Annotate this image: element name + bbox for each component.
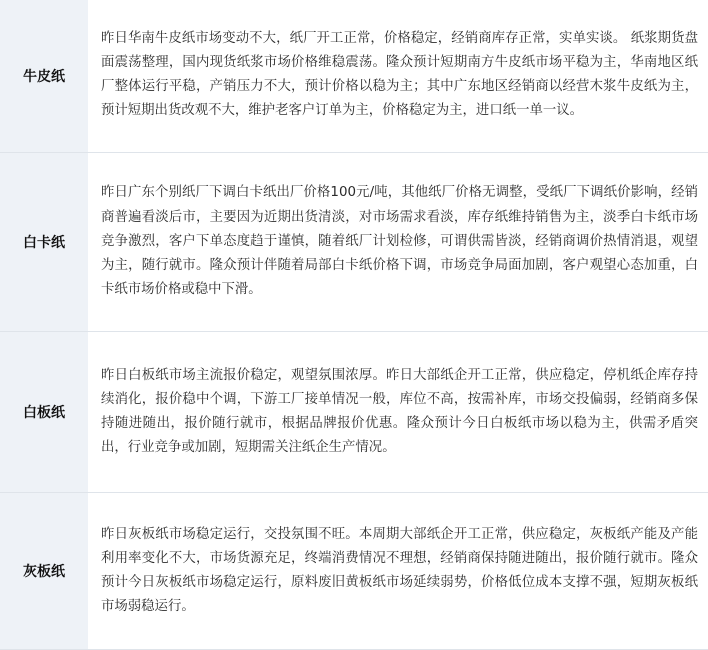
market-commentary-kraft-paper: 昨日华南牛皮纸市场变动不大，纸厂开工正常，价格稳定，经销商库存正常，实单实谈。 纸浆期货盘面震荡整理，国内现货纸浆市场价格维稳震荡。隆众预计短期南方牛皮纸市场平稳为主，华南地区纸厂整体运行平稳，产销压力不大，预计价格以稳为主；其中广东地区经销商以经营木浆牛皮纸为主，预计短期出货改观不大，维护老客户订单为主，价格稳定为主，进口纸一单一议。 (88, 0, 708, 153)
table-row-grey-board (0, 493, 708, 650)
table-row-kraft-paper (0, 0, 708, 153)
category-label-grey-board: 灰板纸 (0, 493, 88, 650)
table-row-white-cardboard (0, 153, 708, 332)
market-commentary-white-cardboard: 昨日广东个别纸厂下调白卡纸出厂价格100元/吨，其他纸厂价格无调整，受纸厂下调纸价影响，经销商普遍看淡后市，主要因为近期出货清淡，对市场需求看淡，库存纸维持销售为主，淡季白卡纸市场竞争激烈，客户下单态度趋于谨慎，随着纸厂计划检修，可谓供需皆淡，经销商调价热情消退，观望为主，随行就市。隆众预计伴随着局部白卡纸价格下调，市场竞争局面加剧，客户观望心态加重，白卡纸市场价格或稳中下滑。 (88, 153, 708, 332)
category-label-white-board: 白板纸 (0, 332, 88, 493)
table-row-white-board (0, 332, 708, 493)
market-commentary-grey-board: 昨日灰板纸市场稳定运行，交投氛围不旺。本周期大部纸企开工正常，供应稳定，灰板纸产能及产能利用率变化不大，市场货源充足，终端消费情况不理想，经销商保持随进随出，报价随行就市。隆众预计今日灰板纸市场稳定运行，原料废旧黄板纸市场延续弱势，价格低位成本支撑不强，短期灰板纸市场弱稳运行。 (88, 493, 708, 650)
category-label-white-cardboard: 白卡纸 (0, 153, 88, 332)
market-commentary-white-board: 昨日白板纸市场主流报价稳定，观望氛围浓厚。昨日大部纸企开工正常，供应稳定，停机纸企库存持续消化，报价稳中个调，下游工厂接单情况一般，库位不高，按需补库，市场交投偏弱，经销商多保持随进随出，报价随行就市，根据品牌报价优惠。隆众预计今日白板纸市场以稳为主，供需矛盾突出，行业竞争或加剧，短期需关注纸企生产情况。 (88, 332, 708, 493)
category-label-kraft-paper: 牛皮纸 (0, 0, 88, 153)
